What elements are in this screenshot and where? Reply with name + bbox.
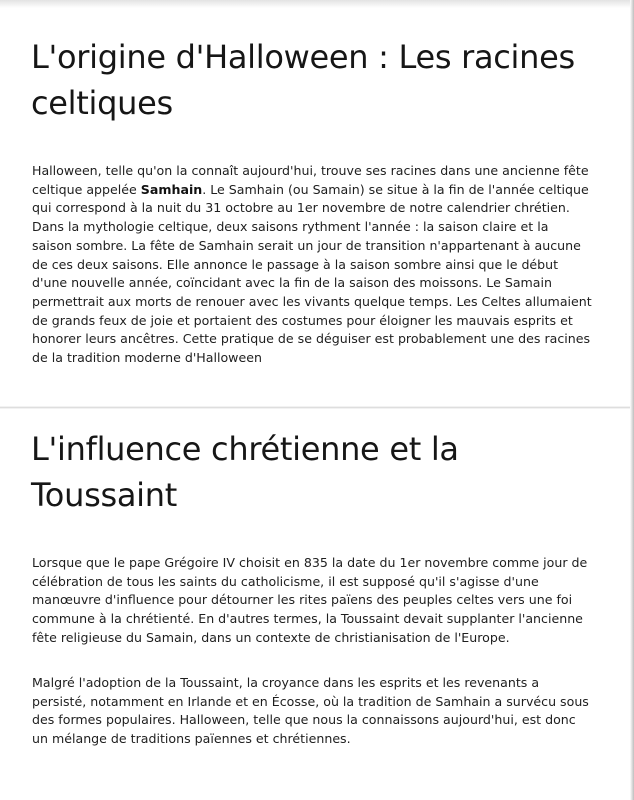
section-heading-celtic-roots: L'origine d'Halloween : Les racines celtiques [31, 38, 575, 122]
scan-top-shadow [0, 0, 634, 8]
section-heading-christian-influence: L'influence chrétienne et la Toussaint [31, 430, 459, 514]
section-paragraph-conclusion: Malgré l'adoption de la Toussaint, la croyance dans les esprits et les revenants a persisté, notamment en Irlande et en Écosse, où la tradition de Samhain a survécu sous des formes populaires. Halloween, telle que nous la connaissons aujourd'hui, est donc un mélange de traditions païennes et chrétiennes. [32, 675, 589, 747]
scan-right-edge [630, 0, 634, 800]
section-paragraph-toussaint: Lorsque que le pape Grégoire IV choisit en 835 la date du 1er novembre comme jour de célébration de tous les saints du catholicisme, il est supposé qu'il s'agisse d'une manœuvre d'influence pour détourner les rites païens des peuples celtes vers une foi commune à la chrétienté. En d'autres termes, la Toussaint devait supplanter l'ancienne fête religieuse du Samain, dans un contexte de christianisation de l'Europe. [32, 555, 588, 645]
page-fold-line [0, 406, 634, 409]
samhain-bold-term: Samhain [140, 181, 203, 197]
paragraph-text-end: . Le Samhain (ou Samain) se situe à la fin de l'année celtique qui correspond à la nuit du 31 octobre au 1er novembre de notre calendrier chrétien. Dans la mythologie celtique, deux saisons rythment l'année : la saison claire et la saison sombre. La fête de Samhain serait un jour de transition n'appartenant à aucune de ces deux saisons. Elle annonce le passage à la saison sombre ainsi que le début d'une nouvelle année, coïncidant avec la fin de la saison des moissons. Le Samain permettrait aux morts de renouer avec les vivants quelque temps. Les Celtes allumaient de grands feux de joie et portaient des costumes pour éloigner les mauvais esprits et honorer leurs ancêtres. Cette pratique de se déguiser est probablement une des racines de la tradition moderne d'Halloween [32, 181, 592, 366]
section-paragraph-celtic-roots [32, 162, 592, 368]
paragraph-text-start: Halloween, telle qu'on la connaît aujourd'hui, trouve ses racines dans une ancienne fête celtique appelée [32, 163, 589, 197]
